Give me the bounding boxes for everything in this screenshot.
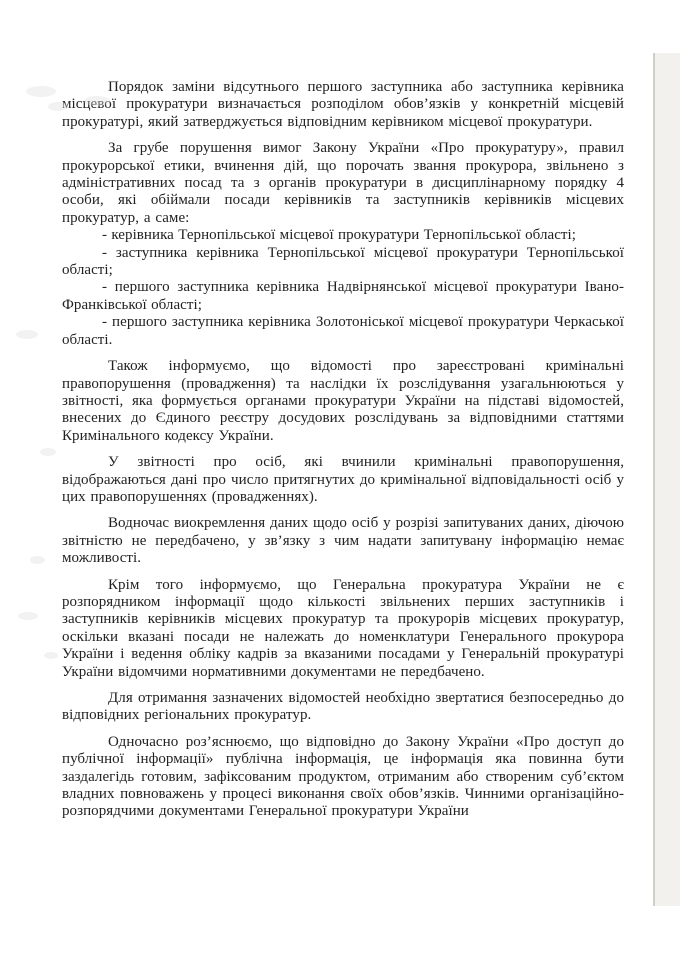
list-item-zolotonosha-first-deputy: - першого заступника керівника Золотоніської місцевої прокуратури Черкаської області. (62, 314, 624, 348)
paragraph-dismissals: За грубе порушення вимог Закону України «Про прокуратуру», правил прокурорської етики, вчинення дій, що порочать звання прокурора, звільнено з адміністративних посад та з органів прокуратури в дисциплінарному порядку 4 особи, які обіймали посади керівників та заступників керівників місцевих прокуратур, а саме: (62, 140, 624, 226)
list-item-ternopil-head: - керівника Тернопільської місцевої прокуратури Тернопільської області; (102, 227, 576, 244)
scan-smudge (30, 556, 45, 564)
list-item-nadvirna-first-deputy: - першого заступника керівника Надвірнянської місцевої прокуратури Івано-Франківської області; (62, 279, 624, 313)
paragraph-public-information-law: Одночасно роз’яснюємо, що відповідно до Закону України «Про доступ до публічної інформації» публічна інформація, це інформація яка повинна бути заздалегідь готовим, зафіксованим продуктом, отриманим або створеним суб’єктом владних повноважень у процесі виконання своїх обов’язків. Чинними організаційно-розпорядчими документами Генеральної прокуратури України (62, 733, 624, 820)
paragraph-registered-offences: Також інформуємо, що відомості про зареєстровані кримінальні правопорушення (провадження) та наслідки їх розслідування узагальнюються у звітності, яка формується органами прокуратури України на підставі відомостей, внесених до Єдиного реєстру досудових розслідувань за відповідними статтями Кримінального кодексу України. (62, 358, 624, 444)
scan-smudge (18, 612, 38, 620)
scan-smudge (16, 330, 38, 339)
scan-smudge (48, 102, 68, 111)
scan-smudge (44, 652, 58, 659)
scan-smudge (40, 448, 56, 456)
scan-smudge (26, 86, 56, 97)
scan-smudge (84, 96, 110, 106)
page-edge-gray-strip (655, 53, 680, 906)
paragraph-not-information-holder: Крім того інформуємо, що Генеральна прокуратура України не є розпорядником інформації щодо кількості звільнених перших заступників і заступників керівників місцевих прокуратур та прокурорів місцевих прокуратур, оскільки вказані посади не належать до номенклатури Генерального прокурора України і ведення обліку кадрів за вказаними посадами у Генеральній прокуратурі України відомчими нормативними документами не передбачено. (62, 576, 624, 680)
paragraph-contact-regional: Для отримання зазначених відомостей необхідно звертатися безпосередньо до відповідних регіональних прокуратур. (62, 690, 624, 724)
paragraph-reporting-persons: У звітності про осіб, які вчинили кримінальні правопорушення, відображаються дані про число притягнутих до кримінальної відповідальності осіб у цих правопорушеннях (провадженнях). (62, 454, 624, 505)
paragraph-no-breakdown: Водночас виокремлення даних щодо осіб у розрізі запитуваних даних, діючою звітністю не передбачено, у зв’язку з чим надати запитувану інформацію немає можливості. (62, 515, 624, 567)
list-item-ternopil-deputy: - заступника керівника Тернопільської місцевої прокуратури Тернопільської області; (62, 244, 624, 279)
document-body (62, 79, 624, 821)
paragraph-order-of-replacement: Порядок заміни відсутнього першого заступника або заступника керівника місцевої прокуратури визначається розподілом обов’язків у конкретній місцевій прокуратурі, який затверджується відповідним керівником місцевої прокуратури. (62, 79, 624, 130)
